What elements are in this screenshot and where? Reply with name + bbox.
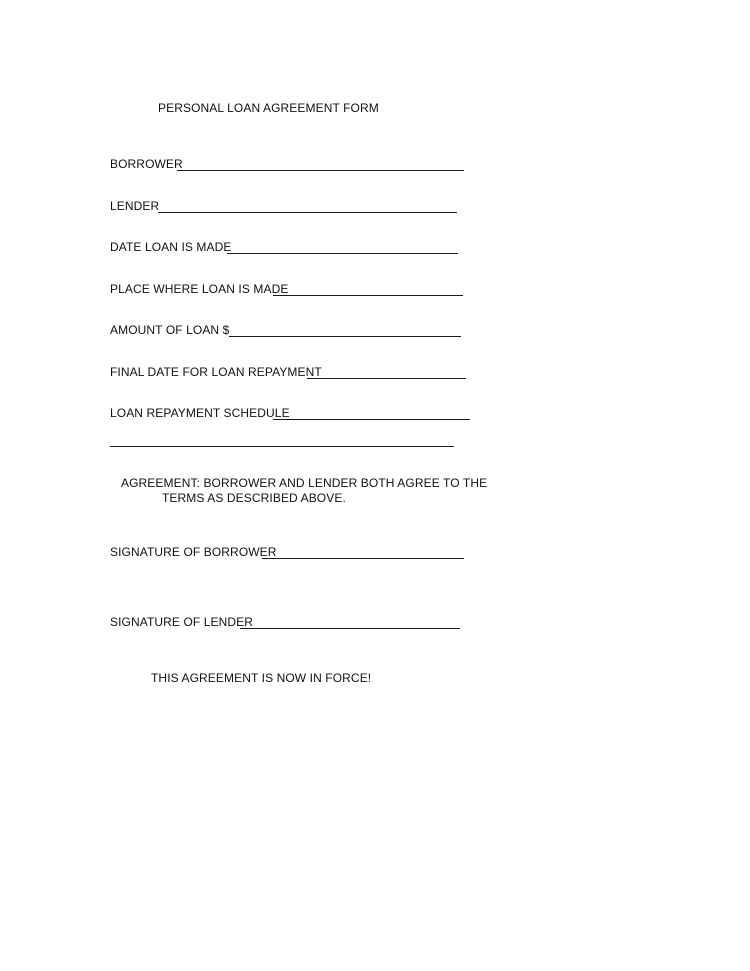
place-loan-made-label: PLACE WHERE LOAN IS MADE: [110, 282, 289, 296]
lender-signature-line[interactable]: [240, 628, 460, 629]
agreement-statement-line-1: AGREEMENT: BORROWER AND LENDER BOTH AGREE TO THE: [121, 476, 488, 490]
repayment-schedule-label: LOAN REPAYMENT SCHEDULE: [110, 406, 290, 420]
repayment-schedule-extra-line[interactable]: [110, 446, 454, 447]
lender-label: LENDER: [110, 199, 160, 213]
place-loan-made-blank-line[interactable]: [273, 295, 463, 296]
borrower-blank-line[interactable]: [177, 170, 464, 171]
lender-blank-line[interactable]: [158, 212, 457, 213]
borrower-signature-label: SIGNATURE OF BORROWER: [110, 545, 277, 559]
date-loan-made-label: DATE LOAN IS MADE: [110, 240, 232, 254]
document-title: PERSONAL LOAN AGREEMENT FORM: [158, 101, 379, 115]
borrower-label: BORROWER: [110, 157, 183, 171]
final-repayment-date-label: FINAL DATE FOR LOAN REPAYMENT: [110, 365, 322, 379]
final-repayment-date-blank-line[interactable]: [307, 378, 466, 379]
amount-of-loan-label: AMOUNT OF LOAN $: [110, 323, 230, 337]
closing-statement: THIS AGREEMENT IS NOW IN FORCE!: [151, 671, 372, 685]
date-loan-made-blank-line[interactable]: [227, 253, 458, 254]
lender-signature-label: SIGNATURE OF LENDER: [110, 615, 254, 629]
repayment-schedule-blank-line[interactable]: [273, 419, 470, 420]
borrower-signature-line[interactable]: [262, 558, 464, 559]
amount-of-loan-blank-line[interactable]: [229, 336, 461, 337]
agreement-statement-line-2: TERMS AS DESCRIBED ABOVE.: [162, 491, 346, 505]
